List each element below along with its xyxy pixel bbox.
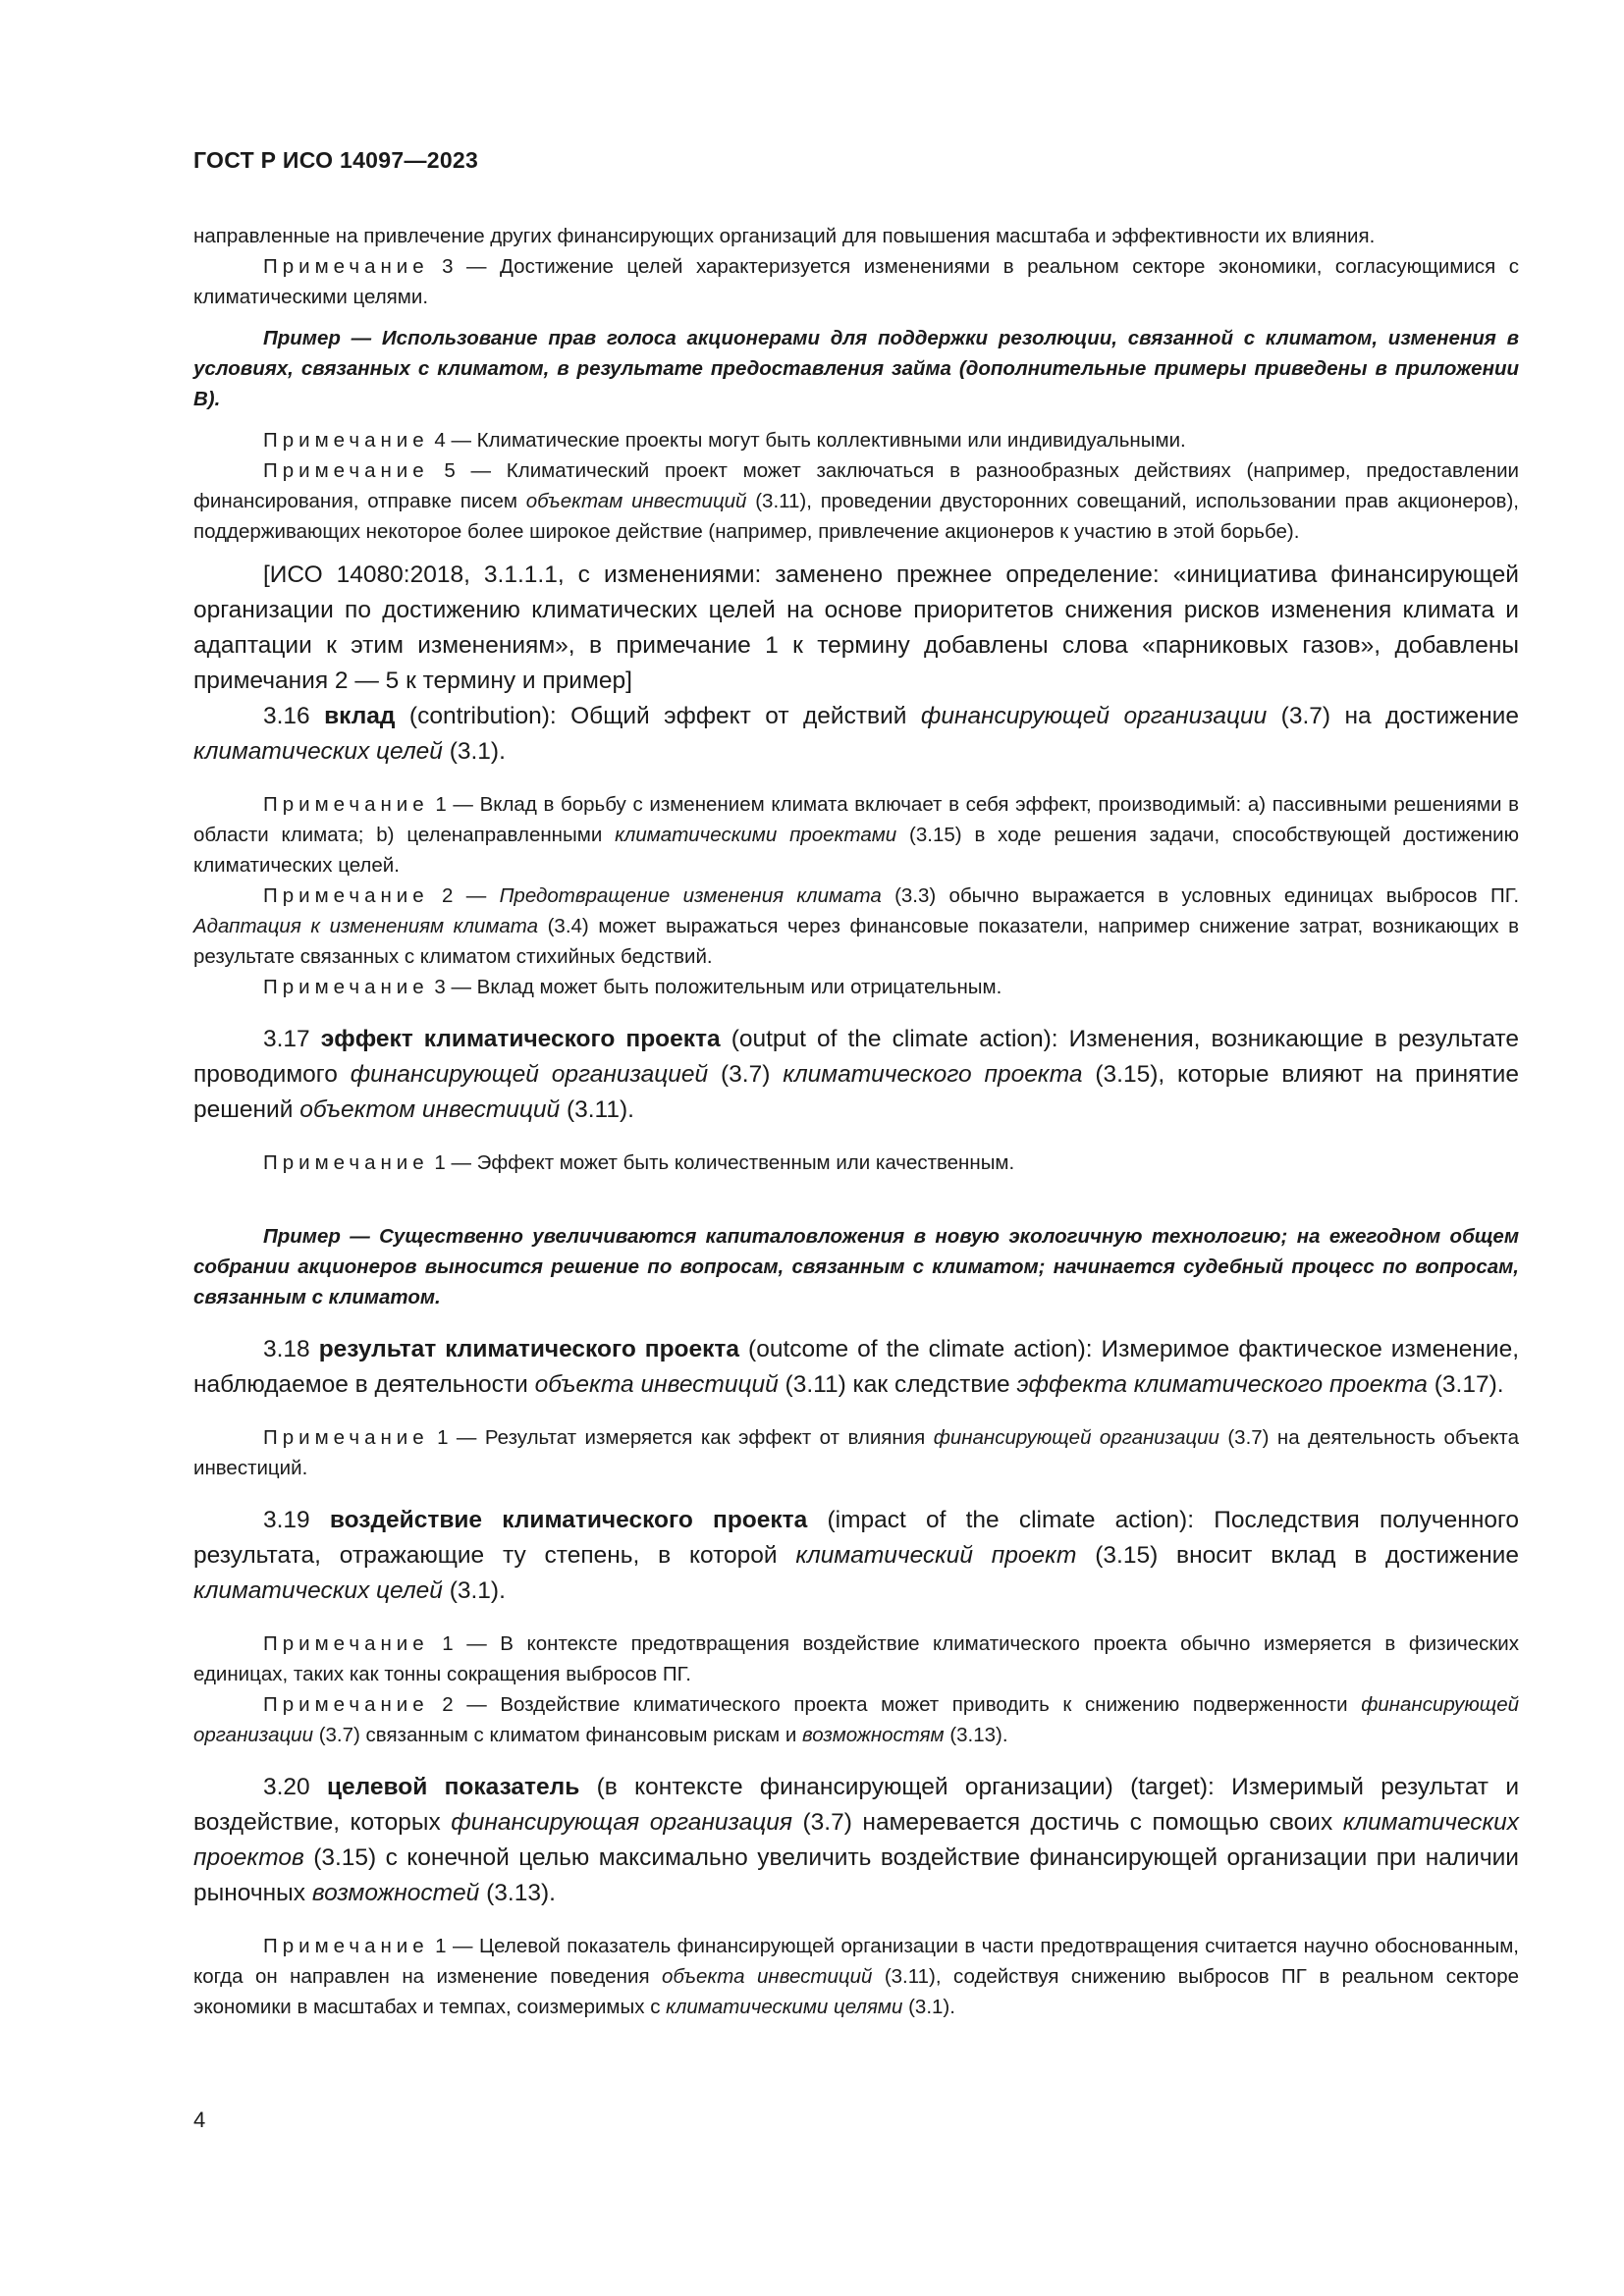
example-1: Пример — Использование прав голоса акционерами для поддержки резолюции, связанной с климатом, изменения в условиях, связанных с климатом, в результате предоставления займа (дополнительные примеры приведены в приложении В).	[193, 327, 1519, 410]
note-label: Примечание	[263, 1426, 429, 1449]
note-3-16-1: Примечание 1 — Вклад в борьбу с изменением климата включает в себя эффект, производимый: а) пассивными решениями в области климата; b) целенаправленными климатическими проектами (3.15) в ходе решения задачи, способствующей достижению климатических целей.	[193, 793, 1519, 877]
term-3-16: 3.16 вклад (contribution): Общий эффект от действий финансирующей организации (3.7) на достижение климатических целей (3.1).	[193, 703, 1519, 765]
note-label: Примечание	[263, 1151, 429, 1174]
document-page	[193, 147, 1519, 2022]
term-3-18: 3.18 результат климатического проекта (outcome of the climate action): Измеримое фактическое изменение, наблюдаемое в деятельности объекта инвестиций (3.11) как следствие эффекта климатического проекта (3.17).	[193, 1336, 1520, 1398]
note-3-18-1: Примечание 1 — Результат измеряется как эффект от влияния финансирующей организации (3.7) на деятельность объекта инвестиций.	[193, 1426, 1519, 1479]
note-3: Примечание 3 — Достижение целей характеризуется изменениями в реальном секторе экономики, согласующимися с климатическими целями.	[193, 255, 1519, 308]
source-reference: [ИСО 14080:2018, 3.1.1.1, с изменениями: заменено прежнее определение: «инициатива финансирующей организации по достижению климатических целей на основе приоритетов снижения рисков изменения климата и адаптации к этим изменениям», в примечание 1 к термину добавлены слова «парниковых газов», добавлены примечания 2 — 5 к термину и пример]	[193, 561, 1519, 694]
note-label: Примечание	[263, 1632, 429, 1655]
note-label: Примечание	[263, 429, 429, 452]
note-label: Примечание	[263, 1935, 429, 1957]
note-3-16-2: Примечание 2 — Предотвращение изменения климата (3.3) обычно выражается в условных единицах выбросов ПГ. Адаптация к изменениям климата (3.4) может выражаться через финансовые показатели, например снижение затрат, возникающих в результате связанных с климатом стихийных бедствий.	[193, 884, 1520, 968]
term-3-20: 3.20 целевой показатель (в контексте финансирующей организации) (target): Измеримый результат и воздействие, которых финансирующая организация (3.7) намеревается достичь с помощью своих климатических проектов (3.15) с конечной целью максимально увеличить воздействие финансирующей организации при наличии рыночных возможностей (3.13).	[193, 1774, 1520, 1906]
term-name: эффект климатического проекта	[320, 1026, 721, 1052]
term-name: вклад	[324, 703, 396, 729]
note-4: Примечание 4 — Климатические проекты могут быть коллективными или индивидуальными.	[263, 429, 1186, 452]
note-label: Примечание	[263, 1693, 429, 1716]
page-number: 4	[193, 2108, 206, 2132]
term-name: результат климатического проекта	[318, 1336, 740, 1362]
note-label: Примечание	[263, 793, 429, 816]
paragraph-continuation: направленные на привлечение других финансирующих организаций для повышения масштаба и эффективности их влияния.	[193, 225, 1376, 247]
note-5: Примечание 5 — Климатический проект может заключаться в разнообразных действиях (например, предоставлении финансирования, отправке писем объектам инвестиций (3.11), проведении двусторонних совещаний, использовании прав акционеров), поддерживающих некоторое более широкое действие (например, привлечение акционеров к участию в этой борьбе).	[193, 459, 1519, 543]
term-3-17: 3.17 эффект климатического проекта (output of the climate action): Изменения, возникающие в результате проводимого финансирующей организацией (3.7) климатического проекта (3.15), которые влияют на принятие решений объектом инвестиций (3.11).	[193, 1026, 1519, 1123]
term-3-19: 3.19 воздействие климатического проекта (impact of the climate action): Последствия полученного результата, отражающие ту степень, в которой климатический проект (3.15) вносит вклад в достижение климатических целей (3.1).	[193, 1507, 1520, 1604]
note-label: Примечание	[263, 976, 429, 998]
document-header: ГОСТ Р ИСО 14097—2023	[193, 147, 479, 173]
note-label: Примечание	[263, 255, 429, 278]
note-3-17-1: Примечание 1 — Эффект может быть количественным или качественным.	[263, 1151, 1015, 1174]
example-2: Пример — Существенно увеличиваются капиталовложения в новую экологичную технологию; на ежегодном общем собрании акционеров выносится решение по вопросам, связанным с климатом; начинается судебный процесс по вопросам, связанным с климатом.	[193, 1225, 1519, 1308]
note-label: Примечание	[263, 884, 429, 907]
term-name: целевой показатель	[327, 1774, 580, 1800]
term-name: воздействие климатического проекта	[329, 1507, 808, 1533]
note-3-20-1: Примечание 1 — Целевой показатель финансирующей организации в части предотвращения считается научно обоснованным, когда он направлен на изменение поведения объекта инвестиций (3.11), содействуя снижению выбросов ПГ в реальном секторе экономики в масштабах и темпах, соизмеримых с климатическими целями (3.1).	[193, 1935, 1520, 2018]
note-label: Примечание	[263, 459, 429, 482]
note-3-19-1: Примечание 1 — В контексте предотвращения воздействие климатического проекта обычно измеряется в физических единицах, таких как тонны сокращения выбросов ПГ.	[193, 1632, 1519, 1685]
note-3-16-3: Примечание 3 — Вклад может быть положительным или отрицательным.	[263, 976, 1002, 998]
note-3-19-2: Примечание 2 — Воздействие климатического проекта может приводить к снижению подверженности финансирующей организации (3.7) связанным с климатом финансовым рискам и возможностям (3.13).	[193, 1693, 1519, 1746]
